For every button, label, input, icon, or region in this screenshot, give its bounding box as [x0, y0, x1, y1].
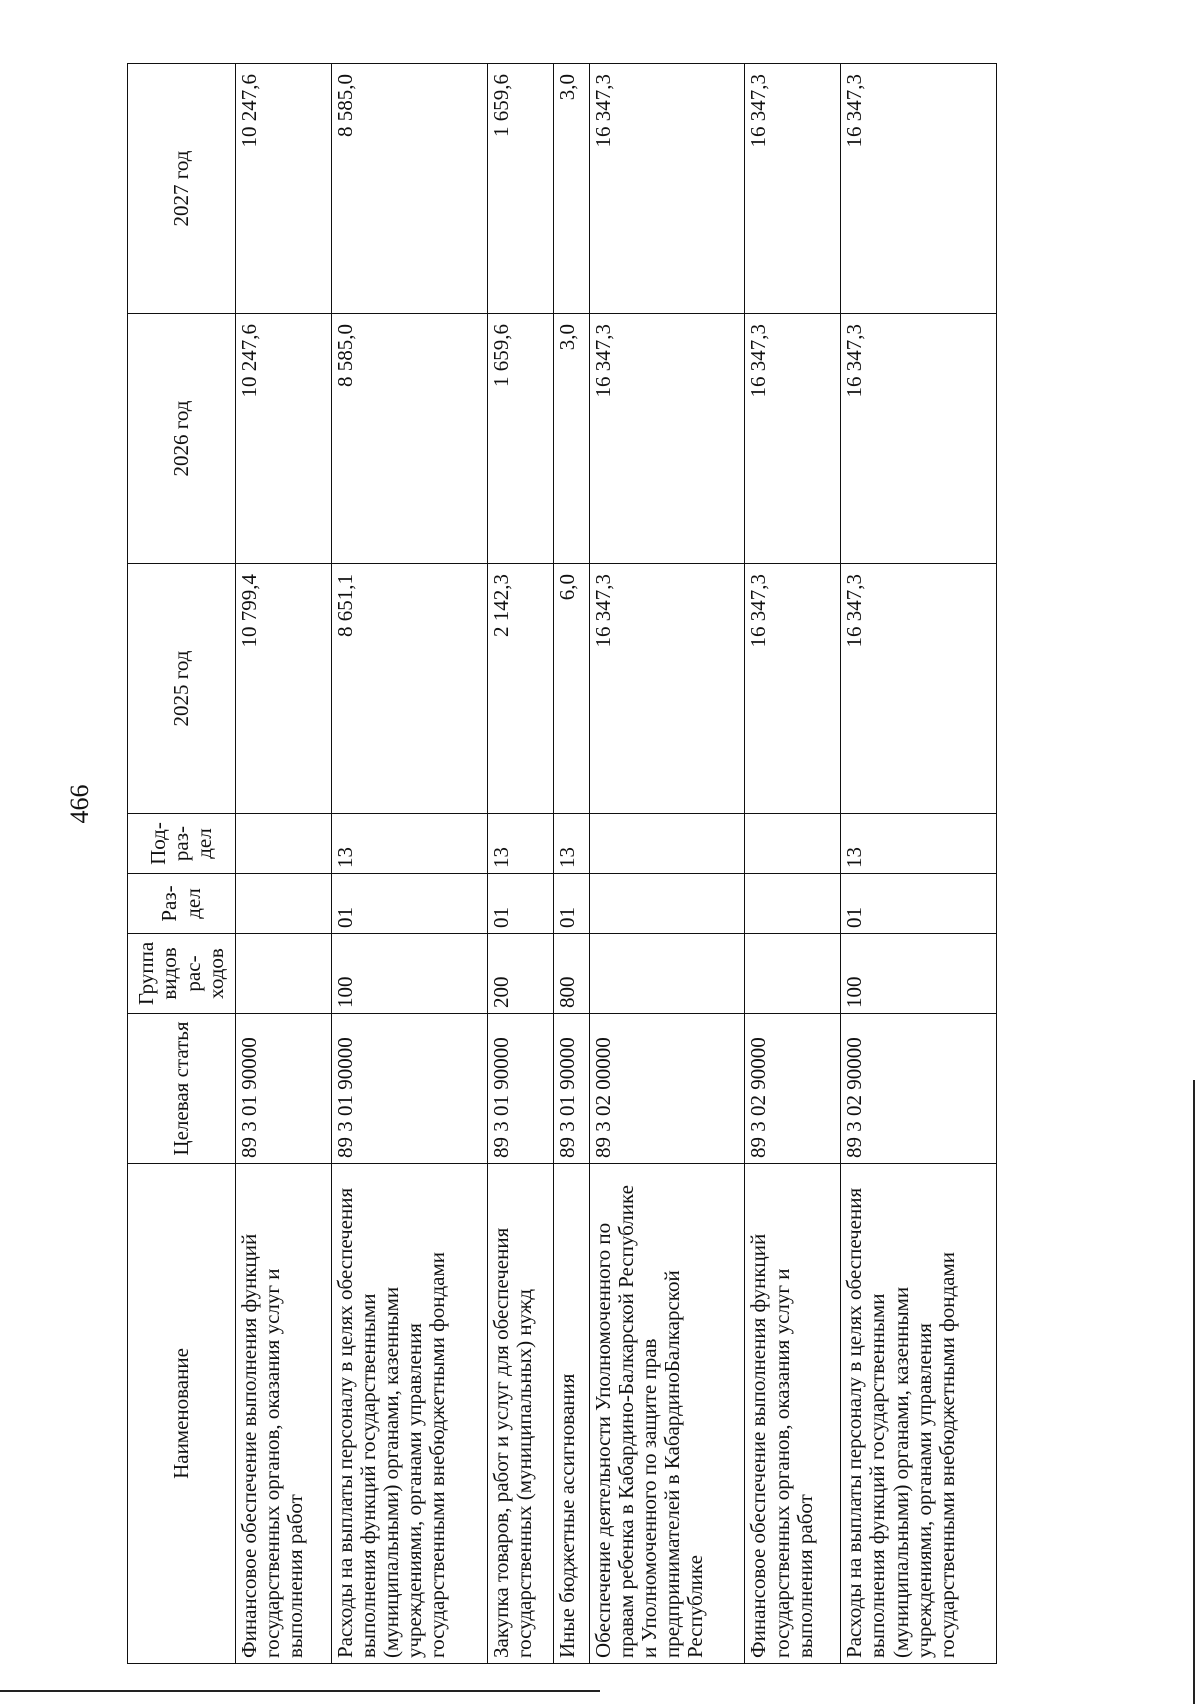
table-row — [745, 64, 841, 1664]
cell-section: 01 — [487, 874, 553, 934]
table-row — [236, 64, 332, 1664]
table-row — [553, 64, 589, 1664]
page-number: 466 — [65, 784, 94, 824]
table-row — [331, 64, 487, 1664]
cell-2025: 8 651,1 — [331, 564, 487, 814]
cell-target-article: 89 3 01 90000 — [553, 1014, 589, 1164]
cell-2025: 16 347,3 — [589, 564, 745, 814]
cell-2027: 16 347,3 — [589, 64, 745, 314]
cell-target-article: 89 3 02 00000 — [589, 1014, 745, 1164]
cell-2025: 16 347,3 — [841, 564, 997, 814]
cell-expense-group: 200 — [487, 934, 553, 1014]
cell-name: Финансовое обеспечение выполнения функций государственных органов, оказания услуг и выполнения работ — [236, 1164, 332, 1664]
cell-expense-group — [236, 934, 332, 1014]
cell-name: Финансовое обеспечение выполнения функций государственных органов, оказания услуг и выполнения работ — [745, 1164, 841, 1664]
cell-2025: 16 347,3 — [745, 564, 841, 814]
cell-2025: 2 142,3 — [487, 564, 553, 814]
header-expense-group: Группа видов рас-ходов — [128, 934, 236, 1014]
scan-right-edge-line — [1193, 1080, 1195, 1704]
cell-2027: 10 247,6 — [236, 64, 332, 314]
cell-2027: 16 347,3 — [745, 64, 841, 314]
cell-2026: 10 247,6 — [236, 314, 332, 564]
cell-section: 01 — [553, 874, 589, 934]
cell-2026: 3,0 — [553, 314, 589, 564]
cell-section — [745, 874, 841, 934]
cell-section: 01 — [331, 874, 487, 934]
cell-name: Расходы на выплаты персоналу в целях обеспечения выполнения функций государственными (муниципальными) органами, казенными учреждениями, органами управления государственными внебюджетными фондами — [331, 1164, 487, 1664]
header-section: Раз-дел — [128, 874, 236, 934]
cell-subsection — [589, 814, 745, 874]
cell-2027: 3,0 — [553, 64, 589, 314]
table-row — [589, 64, 745, 1664]
cell-target-article: 89 3 02 90000 — [841, 1014, 997, 1164]
cell-subsection — [745, 814, 841, 874]
header-subsection: Под-раз-дел — [128, 814, 236, 874]
cell-section — [236, 874, 332, 934]
cell-name: Обеспечение деятельности Уполномоченного по правам ребенка в Кабардино-Балкарской Республике и Уполномоченного по защите прав предпринимателей в КабардиноБалкарской Республике — [589, 1164, 745, 1664]
cell-2027: 1 659,6 — [487, 64, 553, 314]
cell-subsection: 13 — [331, 814, 487, 874]
cell-name: Закупка товаров, работ и услуг для обеспечения государственных (муниципальных) нужд — [487, 1164, 553, 1664]
table-row — [841, 64, 997, 1664]
cell-target-article: 89 3 01 90000 — [487, 1014, 553, 1164]
cell-2026: 16 347,3 — [841, 314, 997, 564]
header-2027: 2027 год — [128, 64, 236, 314]
cell-name: Расходы на выплаты персоналу в целях обеспечения выполнения функций государственными (муниципальными) органами, казенными учреждениями, органами управления государственными внебюджетными фондами — [841, 1164, 997, 1664]
header-name: Наименование — [128, 1164, 236, 1664]
budget-table-container — [127, 64, 997, 1664]
cell-2027: 16 347,3 — [841, 64, 997, 314]
cell-2025: 10 799,4 — [236, 564, 332, 814]
budget-table — [127, 63, 997, 1664]
cell-2026: 8 585,0 — [331, 314, 487, 564]
cell-section: 01 — [841, 874, 997, 934]
table-row — [487, 64, 553, 1664]
cell-expense-group — [745, 934, 841, 1014]
cell-subsection — [236, 814, 332, 874]
cell-2025: 6,0 — [553, 564, 589, 814]
cell-2026: 16 347,3 — [589, 314, 745, 564]
cell-target-article: 89 3 01 90000 — [331, 1014, 487, 1164]
header-2026: 2026 год — [128, 314, 236, 564]
scan-bottom-edge-line — [0, 1690, 600, 1692]
cell-2027: 8 585,0 — [331, 64, 487, 314]
header-2025: 2025 год — [128, 564, 236, 814]
cell-2026: 1 659,6 — [487, 314, 553, 564]
cell-target-article: 89 3 02 90000 — [745, 1014, 841, 1164]
cell-target-article: 89 3 01 90000 — [236, 1014, 332, 1164]
cell-section — [589, 874, 745, 934]
cell-2026: 16 347,3 — [745, 314, 841, 564]
cell-expense-group: 100 — [331, 934, 487, 1014]
cell-expense-group: 100 — [841, 934, 997, 1014]
cell-name: Иные бюджетные ассигнования — [553, 1164, 589, 1664]
cell-subsection: 13 — [841, 814, 997, 874]
cell-expense-group — [589, 934, 745, 1014]
cell-subsection: 13 — [487, 814, 553, 874]
cell-expense-group: 800 — [553, 934, 589, 1014]
header-target-article: Целевая статья — [128, 1014, 236, 1164]
cell-subsection: 13 — [553, 814, 589, 874]
header-row — [128, 64, 236, 1664]
